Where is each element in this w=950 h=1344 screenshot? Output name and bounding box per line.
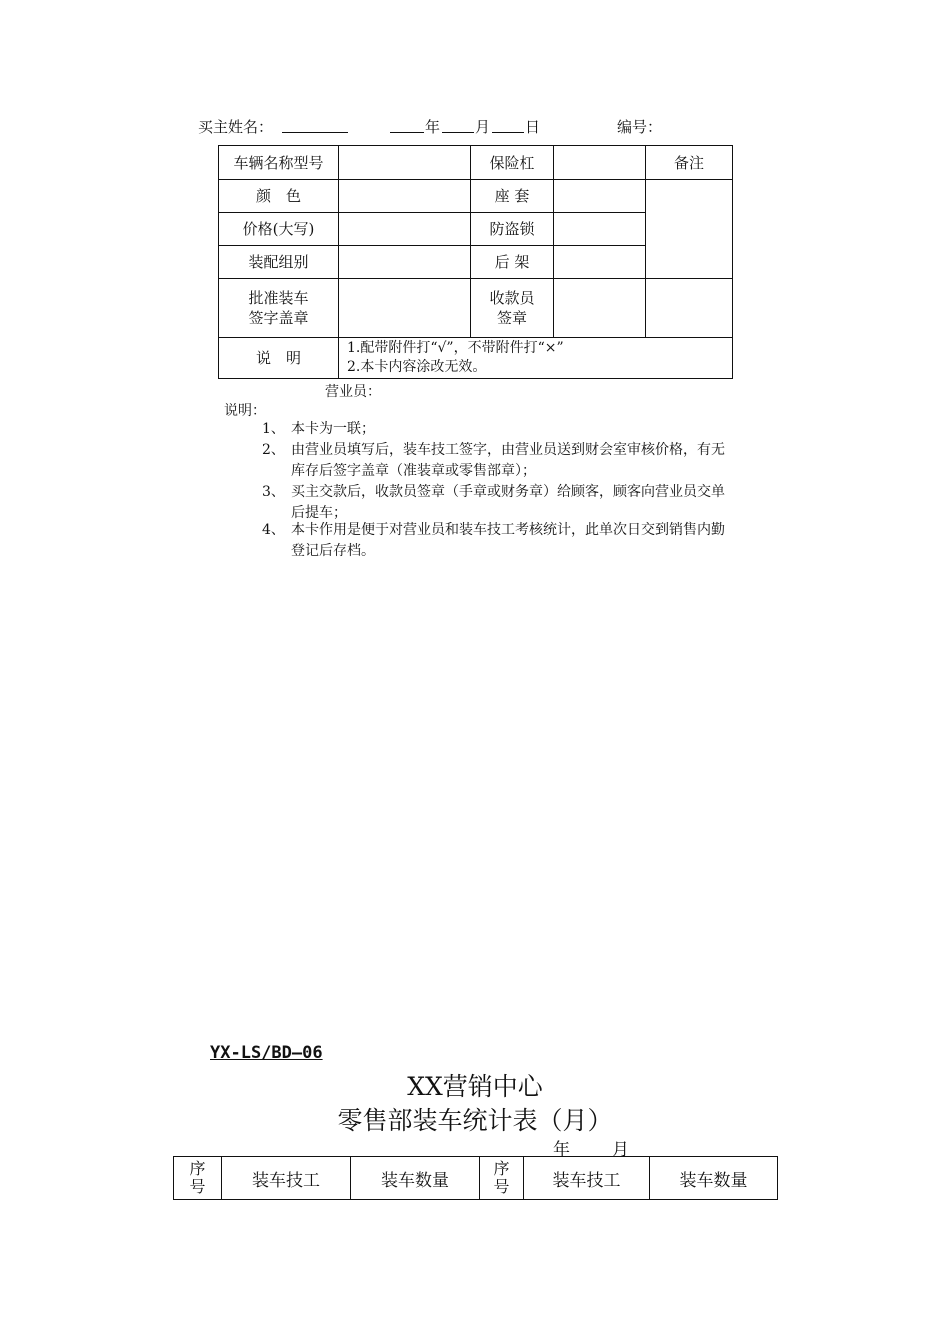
notes-cell <box>339 338 733 379</box>
cashier-cell[interactable] <box>554 279 646 338</box>
serial-number-header-top: 序 <box>493 1159 510 1178</box>
instruction-number: 4、 <box>262 522 285 538</box>
cashier-label <box>471 279 554 338</box>
stats-year-label: 年 <box>553 1140 570 1160</box>
form-title-line1: XX营销中心 <box>407 1072 543 1101</box>
rear-rack-label: 后 架 <box>471 246 554 279</box>
approval-cell[interactable] <box>339 279 471 338</box>
month-label: 月 <box>475 118 491 136</box>
seat-cover-label: 座 套 <box>471 180 554 213</box>
serial-number-header-2 <box>480 1157 524 1200</box>
price-cell[interactable] <box>339 213 471 246</box>
color-cell[interactable] <box>339 180 471 213</box>
instruction-text: 本卡作用是便于对营业员和装车技工考核统计，此单次日交到销售内勤登记后存档。 <box>291 522 725 559</box>
month-blank[interactable] <box>442 118 474 133</box>
buyer-name-blank[interactable] <box>282 118 348 133</box>
instruction-number: 2、 <box>262 442 285 458</box>
approval-label-line1: 批准装车 <box>248 289 309 307</box>
notes-label: 说 明 <box>219 338 339 379</box>
serial-number-header-bottom: 号 <box>189 1177 206 1196</box>
serial-number-header-bottom: 号 <box>493 1177 510 1196</box>
serial-number-header <box>174 1157 222 1200</box>
remarks-cell[interactable] <box>646 180 733 279</box>
instruction-text: 本卡为一联； <box>291 421 375 437</box>
form-title-line2: 零售部装车统计表（月） <box>337 1106 613 1135</box>
form-code: YX-LS/BD—06 <box>210 1043 323 1063</box>
installation-stats-table <box>173 1156 778 1200</box>
approval-label <box>219 279 339 338</box>
instruction-number: 1、 <box>262 421 285 437</box>
installation-card-table <box>218 145 733 379</box>
bumper-cell[interactable] <box>554 146 646 180</box>
cashier-label-line2: 签章 <box>496 309 527 327</box>
remarks-extra-cell[interactable] <box>646 279 733 338</box>
rear-rack-cell[interactable] <box>554 246 646 279</box>
quantity-header: 装车数量 <box>351 1157 480 1200</box>
day-label: 日 <box>525 118 541 136</box>
instruction-text: 买主交款后，收款员签章（手章或财务章）给顾客，顾客向营业员交单后提车； <box>291 484 725 521</box>
instruction-number: 3、 <box>262 484 285 500</box>
color-label: 颜 色 <box>219 180 339 213</box>
bumper-label: 保险杠 <box>471 146 554 180</box>
approval-label-line2: 签字盖章 <box>248 309 309 327</box>
year-label: 年 <box>425 118 441 136</box>
instruction-text: 由营业员填写后，装车技工签字，由营业员送到财会室审核价格，有无库存后签字盖章（准装章或零售部章）； <box>291 442 725 479</box>
quantity-header-2: 装车数量 <box>650 1157 778 1200</box>
notes-line2: 2.本卡内容涂改无效。 <box>347 359 487 375</box>
seat-cover-cell[interactable] <box>554 180 646 213</box>
stats-month-label: 月 <box>612 1140 629 1160</box>
cashier-label-line1: 收款员 <box>489 289 535 307</box>
technician-header: 装车技工 <box>222 1157 351 1200</box>
price-label: 价格(大写) <box>219 213 339 246</box>
anti-theft-lock-cell[interactable] <box>554 213 646 246</box>
vehicle-model-cell[interactable] <box>339 146 471 180</box>
anti-theft-lock-label: 防盗锁 <box>471 213 554 246</box>
notes-line1: 1.配带附件打“√”，不带附件打“×” <box>347 340 564 356</box>
instructions-title: 说明： <box>224 403 266 419</box>
technician-header-2: 装车技工 <box>524 1157 650 1200</box>
salesperson-label: 营业员： <box>325 384 381 400</box>
serial-number-header-top: 序 <box>189 1159 206 1178</box>
assembly-group-label: 装配组别 <box>219 246 339 279</box>
buyer-name-label: 买主姓名： <box>198 118 274 136</box>
year-blank[interactable] <box>390 118 424 133</box>
vehicle-model-label: 车辆名称型号 <box>219 146 339 180</box>
remarks-label: 备注 <box>646 146 733 180</box>
number-label: 编号： <box>617 118 663 136</box>
assembly-group-cell[interactable] <box>339 246 471 279</box>
day-blank[interactable] <box>492 118 524 133</box>
